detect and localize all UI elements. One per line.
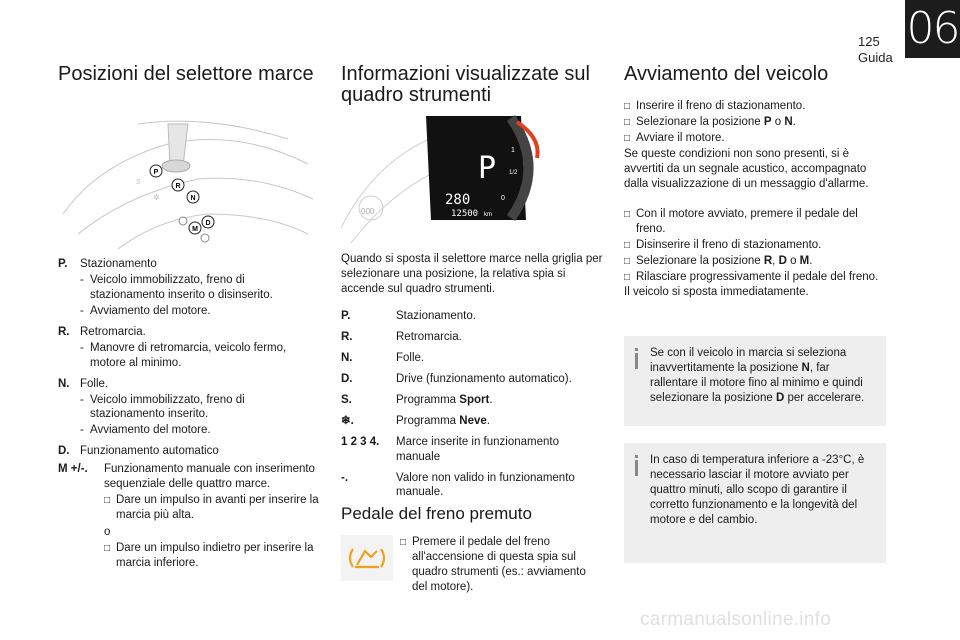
chapter-label: Guida: [858, 50, 893, 65]
checkbox-icon: □: [624, 255, 631, 267]
svg-text:P: P: [153, 169, 159, 176]
cluster-indicators-list: [341, 309, 603, 506]
list-item: P. Stazionamento - Veicolo immobilizzato, freno di stazionamento inserito o disinserito. - Avviamento del motore.: [58, 258, 273, 317]
brake-pedal-warning-icon: [341, 535, 393, 581]
odometer-unit: km: [484, 212, 492, 218]
list-item: R. Retromarcia.: [341, 330, 462, 343]
page-number: 125: [858, 34, 880, 49]
svg-text:S: S: [136, 179, 141, 186]
list-item: D. Funzionamento automatico: [58, 445, 219, 458]
info-box-neutral: Se con il veicolo in marcia si seleziona inavvertitamente la posizione N, far rallentare il motore fino al minimo e quindi selezionare la posizione D per accelerare.: [624, 336, 886, 426]
svg-text:D: D: [205, 220, 211, 227]
speed-readout: 280: [445, 192, 471, 208]
list-item: D. Drive (funzionamento automatico).: [341, 372, 572, 385]
list-item: ❄. Programma Neve.: [341, 414, 490, 427]
svg-text:N: N: [190, 195, 196, 202]
warning-paragraph: Se queste condizioni non sono presenti, si è avvertiti da un segnale acustico, accompagnato dalla visualizzazione di un messaggio d'allarme.: [624, 147, 869, 190]
manual-mode-block: M +/-. Funzionamento manuale con inserimento sequenziale delle quattro marce. □ Dare un impulso in avanti per inserire la marcia più alta. o □ Dare un impulso indietro per inserire la marcia inferiore.: [58, 463, 319, 569]
checkbox-icon: □: [624, 101, 631, 112]
gear-positions-list: [58, 257, 320, 465]
section-title-cluster-info: Informazioni visualizzate sul quadro strumenti: [341, 63, 590, 106]
section-title-brake-pedal: Pedale del freno premuto: [341, 504, 532, 523]
list-item: P. Stazionamento.: [341, 310, 476, 322]
checkbox-icon: □: [624, 132, 631, 144]
result-paragraph: Il veicolo si sposta immediatamente.: [624, 285, 809, 298]
instrument-cluster-illustration: [341, 108, 595, 248]
info-icon: [632, 348, 640, 369]
list-item: -. Valore non valido in funzionamento manuale.: [341, 471, 575, 499]
section-title-gear-positions: Posizioni del selettore marce: [58, 63, 314, 85]
info-icon: [632, 455, 640, 476]
svg-text:R: R: [175, 183, 181, 190]
or-text: o: [104, 525, 111, 538]
fuel-full-mark: 1: [511, 147, 515, 154]
fuel-empty-mark: 0: [501, 195, 505, 202]
speedo-readout: 000: [361, 207, 375, 216]
svg-text:✲: ✲: [153, 193, 160, 202]
svg-text:M: M: [192, 226, 198, 233]
info-box-temperature: In caso di temperatura inferiore a -23°C, è necessario lasciar il motore avviato per quattro minuti, allo scopo di garantire il corretto funzionamento e la longevità del motore e del cambio.: [624, 443, 886, 563]
list-item: S. Programma Sport.: [341, 393, 493, 406]
checkbox-icon: □: [400, 537, 407, 548]
footer-watermark[interactable]: carmanualsonline.info: [640, 609, 832, 630]
brake-pedal-instruction: □ Premere il pedale del freno all'accensione di questa spia sul quadro strumenti (es.: avviamento del motore).: [400, 536, 586, 593]
list-item: R. Retromarcia. - Manovre di retromarcia, veicolo fermo, motore al minimo.: [58, 325, 287, 369]
checkbox-icon: □: [624, 209, 631, 220]
chapter-tab: 06: [905, 0, 960, 58]
cluster-intro: Quando si sposta il selettore marce nella griglia per selezionare una posizione, la relativa spia si accende sul quadro strumenti.: [341, 253, 603, 295]
checkbox-icon: □: [104, 542, 111, 554]
checkbox-icon: □: [624, 271, 631, 283]
checkbox-icon: □: [624, 116, 631, 128]
list-item: N. Folle. - Veicolo immobilizzato, freno di stazionamento inserito. - Avviamento del motore.: [58, 377, 245, 437]
checkbox-icon: □: [624, 239, 631, 251]
list-item: N. Folle.: [341, 351, 425, 364]
start-steps-2: □ Con il motore avviato, premere il pedale del freno. □ Disinserire il freno di stazionamento. □ Selezionare la posizione R, D o M. □ Rilasciare progressivamente il pedale del freno. Il veicolo si sposta immediatamente.: [624, 206, 886, 300]
fuel-half-mark: 1/2: [509, 170, 518, 176]
start-steps-1: □ Inserire il freno di stazionamento. □ Selezionare la posizione P o N. □ Avviare il motore. Se queste condizioni non sono presenti, si è avvertiti da un segnale acustico, accompagnato dalla visualizzazione di un messaggio d'allarme.: [624, 98, 886, 192]
list-item: 1 2 3 4. Marce inserite in funzionamento manuale: [341, 435, 559, 463]
section-title-vehicle-start: Avviamento del veicolo: [624, 63, 829, 85]
gear-indicator: P: [478, 151, 497, 186]
checkbox-icon: □: [104, 494, 111, 506]
gear-selector-illustration: [58, 104, 320, 250]
odometer-readout: 12500: [451, 209, 479, 219]
